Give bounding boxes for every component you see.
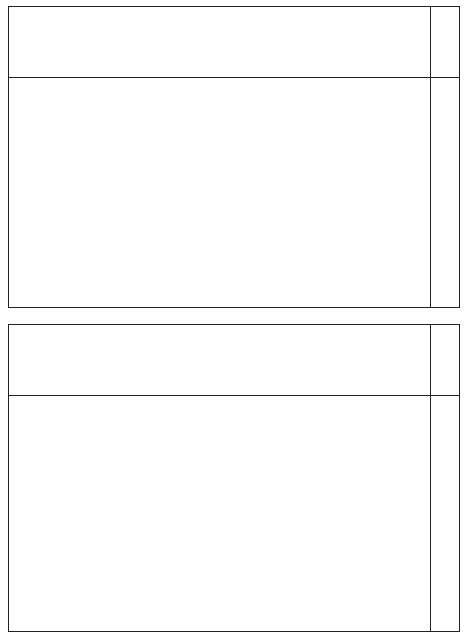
events-body: [13, 399, 427, 627]
events-body: [13, 81, 427, 303]
header-column: [430, 325, 459, 631]
header-year-label: [431, 7, 459, 78]
header-events-label: [431, 395, 459, 631]
header-events-label: [431, 77, 459, 307]
chronology-table-bottom: [8, 324, 460, 632]
header-year-label: [431, 325, 459, 396]
chronology-table-top: [8, 6, 460, 308]
year-row: [9, 7, 431, 78]
header-column: [430, 7, 459, 307]
year-row: [9, 325, 431, 396]
